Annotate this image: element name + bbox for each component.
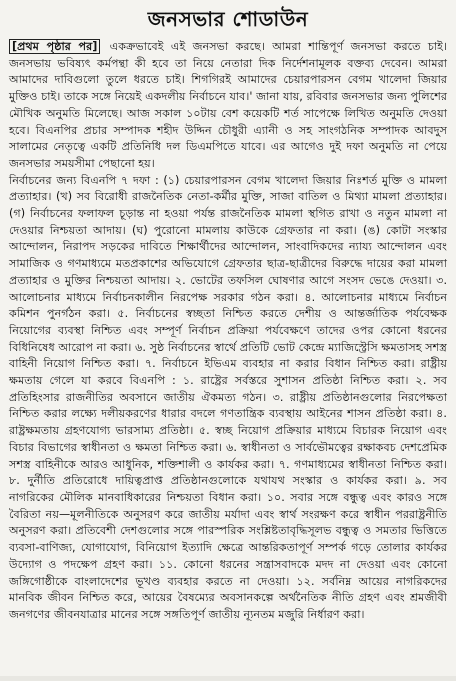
article-headline: জনসভার শোডাউন	[147, 7, 309, 31]
continued-from-label: [প্রথম পৃষ্ঠার পর]	[9, 39, 100, 54]
article-paragraph	[9, 173, 447, 624]
paragraph-2-text: নির্বাচনের জন্য বিএনপি ৭ দফা : (১) চেয়ারপারসন বেগম খালেদা জিয়ার নিঃশর্ত মুক্তি ও মামলা প্রত্যাহার। (খ) সব বিরোধী রাজনৈতিক নেতা-কর্মীর মুক্তি, সাজা বাতিল ও মিথ্যা মামলা প্রত্যাহার। (গ) নির্বাচনের ফলাফল চূড়ান্ত না হওয়া পর্যন্ত রাজনৈতিক মামলা স্থগিত রাখা ও নতুন মামলা না দেওয়ার নিশ্চয়তা আদায়। (ঘ) পুরোনো মামলায় কাউকে গ্রেফতার না করা। (ঙ) কোটা সংস্কার আন্দোলন, নিরাপদ সড়কের দাবিতে শিক্ষার্থীদের আন্দোলন, সাংবাদিকদের ন্যায্য আন্দোলন এবং সামাজিক ও গণমাধ্যমে মতপ্রকাশের অভিযোগে গ্রেফতার ছাত্র-ছাত্রীদের বিরুদ্ধে দায়ের করা মামলা প্রত্যাহার ও মুক্তির নিশ্চয়তা আদায়। ২. ভোটের তফসিল ঘোষণার আগে সংসদ ভেঙে দেওয়া। ৩. আলোচনার মাধ্যমে নির্বাচনকালীন নিরপেক্ষ সরকার গঠন করা। ৪. আলোচনার মাধ্যমে নির্বাচন কমিশন পুনর্গঠন করা। ৫. নির্বাচনের স্বচ্ছতা নিশ্চিত করতে দেশীয় ও আন্তর্জাতিক পর্যবেক্ষক নিয়োগের ব্যবস্থা নিশ্চিত এবং সম্পূর্ণ নির্বাচন প্রক্রিয়া পর্যবেক্ষণে তাদের ওপর কোনো ধরনের বিধিনিষেধ আরোপ না করা। ৬. সুষ্ঠ নির্বাচনের স্বার্থে প্রতিটি ভোট কেন্দ্রে ম্যাজিস্ট্রেসি ক্ষমতাসহ সশস্ত্র বাহিনী নিয়োগ নিশ্চিত করা। ৭. নির্বাচনে ইভিএম ব্যবহার না করার বিধান নিশ্চিত করা। রাষ্ট্রীয় ক্ষমতায় গেলে যা করবে বিএনপি : ১. রাষ্ট্রের সর্বস্তরে সুশাসন প্রতিষ্ঠা নিশ্চিত করা। ২. সব প্রতিহিংসার রাজনীতির অবসানে জাতীয় ঐকমত্য গঠন। ৩. রাষ্ট্রীয় প্রতিষ্ঠানগুলোর নিরপেক্ষতা নিশ্চিত করার লক্ষ্যে দলীয়করণের ধারার বদলে গণতান্ত্রিক ব্যবস্থায় আইনের শাসন প্রতিষ্ঠা করা। ৪. রাষ্ট্রক্ষমতায় গ্রহণযোগ্য ভারসাম্য প্রতিষ্ঠা। ৫. স্বচ্ছ নিয়োগ প্রক্রিয়ার মাধ্যমে বিচারক নিয়োগ এবং বিচার বিভাগের স্বাধীনতা ও ক্ষমতা নিশ্চিত করা। ৬. স্বাধীনতা ও সার্বভৌমত্বের রক্ষাকবচ দেশপ্রেমিক সশস্ত্র বাহিনীকে আরও আধুনিক, শক্তিশালী ও কার্যকর করা। ৭. গণমাধ্যমের স্বাধীনতা নিশ্চিত করা। ৮. দুর্নীতি প্রতিরোধে দায়িত্বপ্রাপ্ত প্রতিষ্ঠানগুলোকে যথাযথ সংস্কার ও কার্যকর করা। ৯. সব নাগরিকের মৌলিক মানবাধিকারের নিশ্চয়তা বিধান করা। ১০. সবার সঙ্গে বন্ধুত্ব এবং কারও সঙ্গে বৈরিতা নয়—মূলনীতিকে অনুসরণ করে জাতীয় মর্যাদা এবং স্বার্থ সংরক্ষণ করে স্বাধীন পররাষ্ট্রনীতি অনুসরণ করা। প্রতিবেশী দেশগুলোর সঙ্গে পারস্পরিক সংশ্লিষ্টতাবৃদ্ধিসূলভ বন্ধুত্ব ও সমতার ভিত্তিতে ব্যবসা-বাণিজ্য, যোগাযোগ, বিনিয়োগ ইত্যাদি ক্ষেত্রে আন্তরিকতাপূর্ণ সম্পর্ক গড়ে তোলার কার্যকর উদ্যোগ ও পদক্ষেপ গ্রহণ করা। ১১. কোনো ধরনের সন্ত্রাসবাদকে মদদ না দেওয়া এবং কোনো জঙ্গিগোষ্ঠীকে বাংলাদেশের ভূখণ্ড ব্যবহার করতে না দেওয়া। ১২. সর্বনিম্ন আয়ের নাগরিকদের মানবিক জীবন নিশ্চিত করে, আয়ের বৈষম্যের অবসানকল্পে অর্থনৈতিক নীতি গ্রহণ এবং শ্রমজীবী জনগণের জীবনযাত্রার মানের সঙ্গে সঙ্গতিপূর্ণ জাতীয় ন্যূনতম মজুরি নির্ধারণ করা।	[9, 173, 447, 621]
article-paragraph	[9, 39, 447, 173]
paragraph-1-text: একক্রভাবেই এই জনসভা করছে। আমরা শান্তিপূর্ণ জনসভা করতে চাই। জনসভায় ভবিষ্যৎ কর্মপন্থা কী হবে তা নিয়ে নেতারা দিক নির্দেশনামূলক বক্তব্য দেবেন। আমরা আমাদের দাবিগুলো তুলে ধরতে চাই। শিগগিরই আমাদের চেয়ারপারসন বেগম খালেদা জিয়ার মুক্তিও চাই। তাকে সঙ্গে নিয়েই একদলীয় নির্বাচনে যাব।' জানা যায়, রবিবার জনসভার জন্য পুলিশের মৌখিক অনুমতি মিলেছে। আজ সকাল ১০টায় বেশ কয়েকটি শর্ত সাপেক্ষে লিখিত অনুমতি দেওয়া হবে। বিএনপির প্রচার সম্পাদক শহীদ উদ্দিন চৌধুরী এ্যানী ও সহ সাংগঠনিক সম্পাদক আবদুস সালামের নেতৃত্বে একটি প্রতিনিধি দল ডিএমপিতে যাবে। এর আগেও দুই দফা অনুমতি না পেয়ে জনসভার সময়সীমা পেছানো হয়।	[9, 40, 447, 170]
clipping-bottom-edge	[0, 676, 456, 681]
article-body	[9, 39, 447, 624]
